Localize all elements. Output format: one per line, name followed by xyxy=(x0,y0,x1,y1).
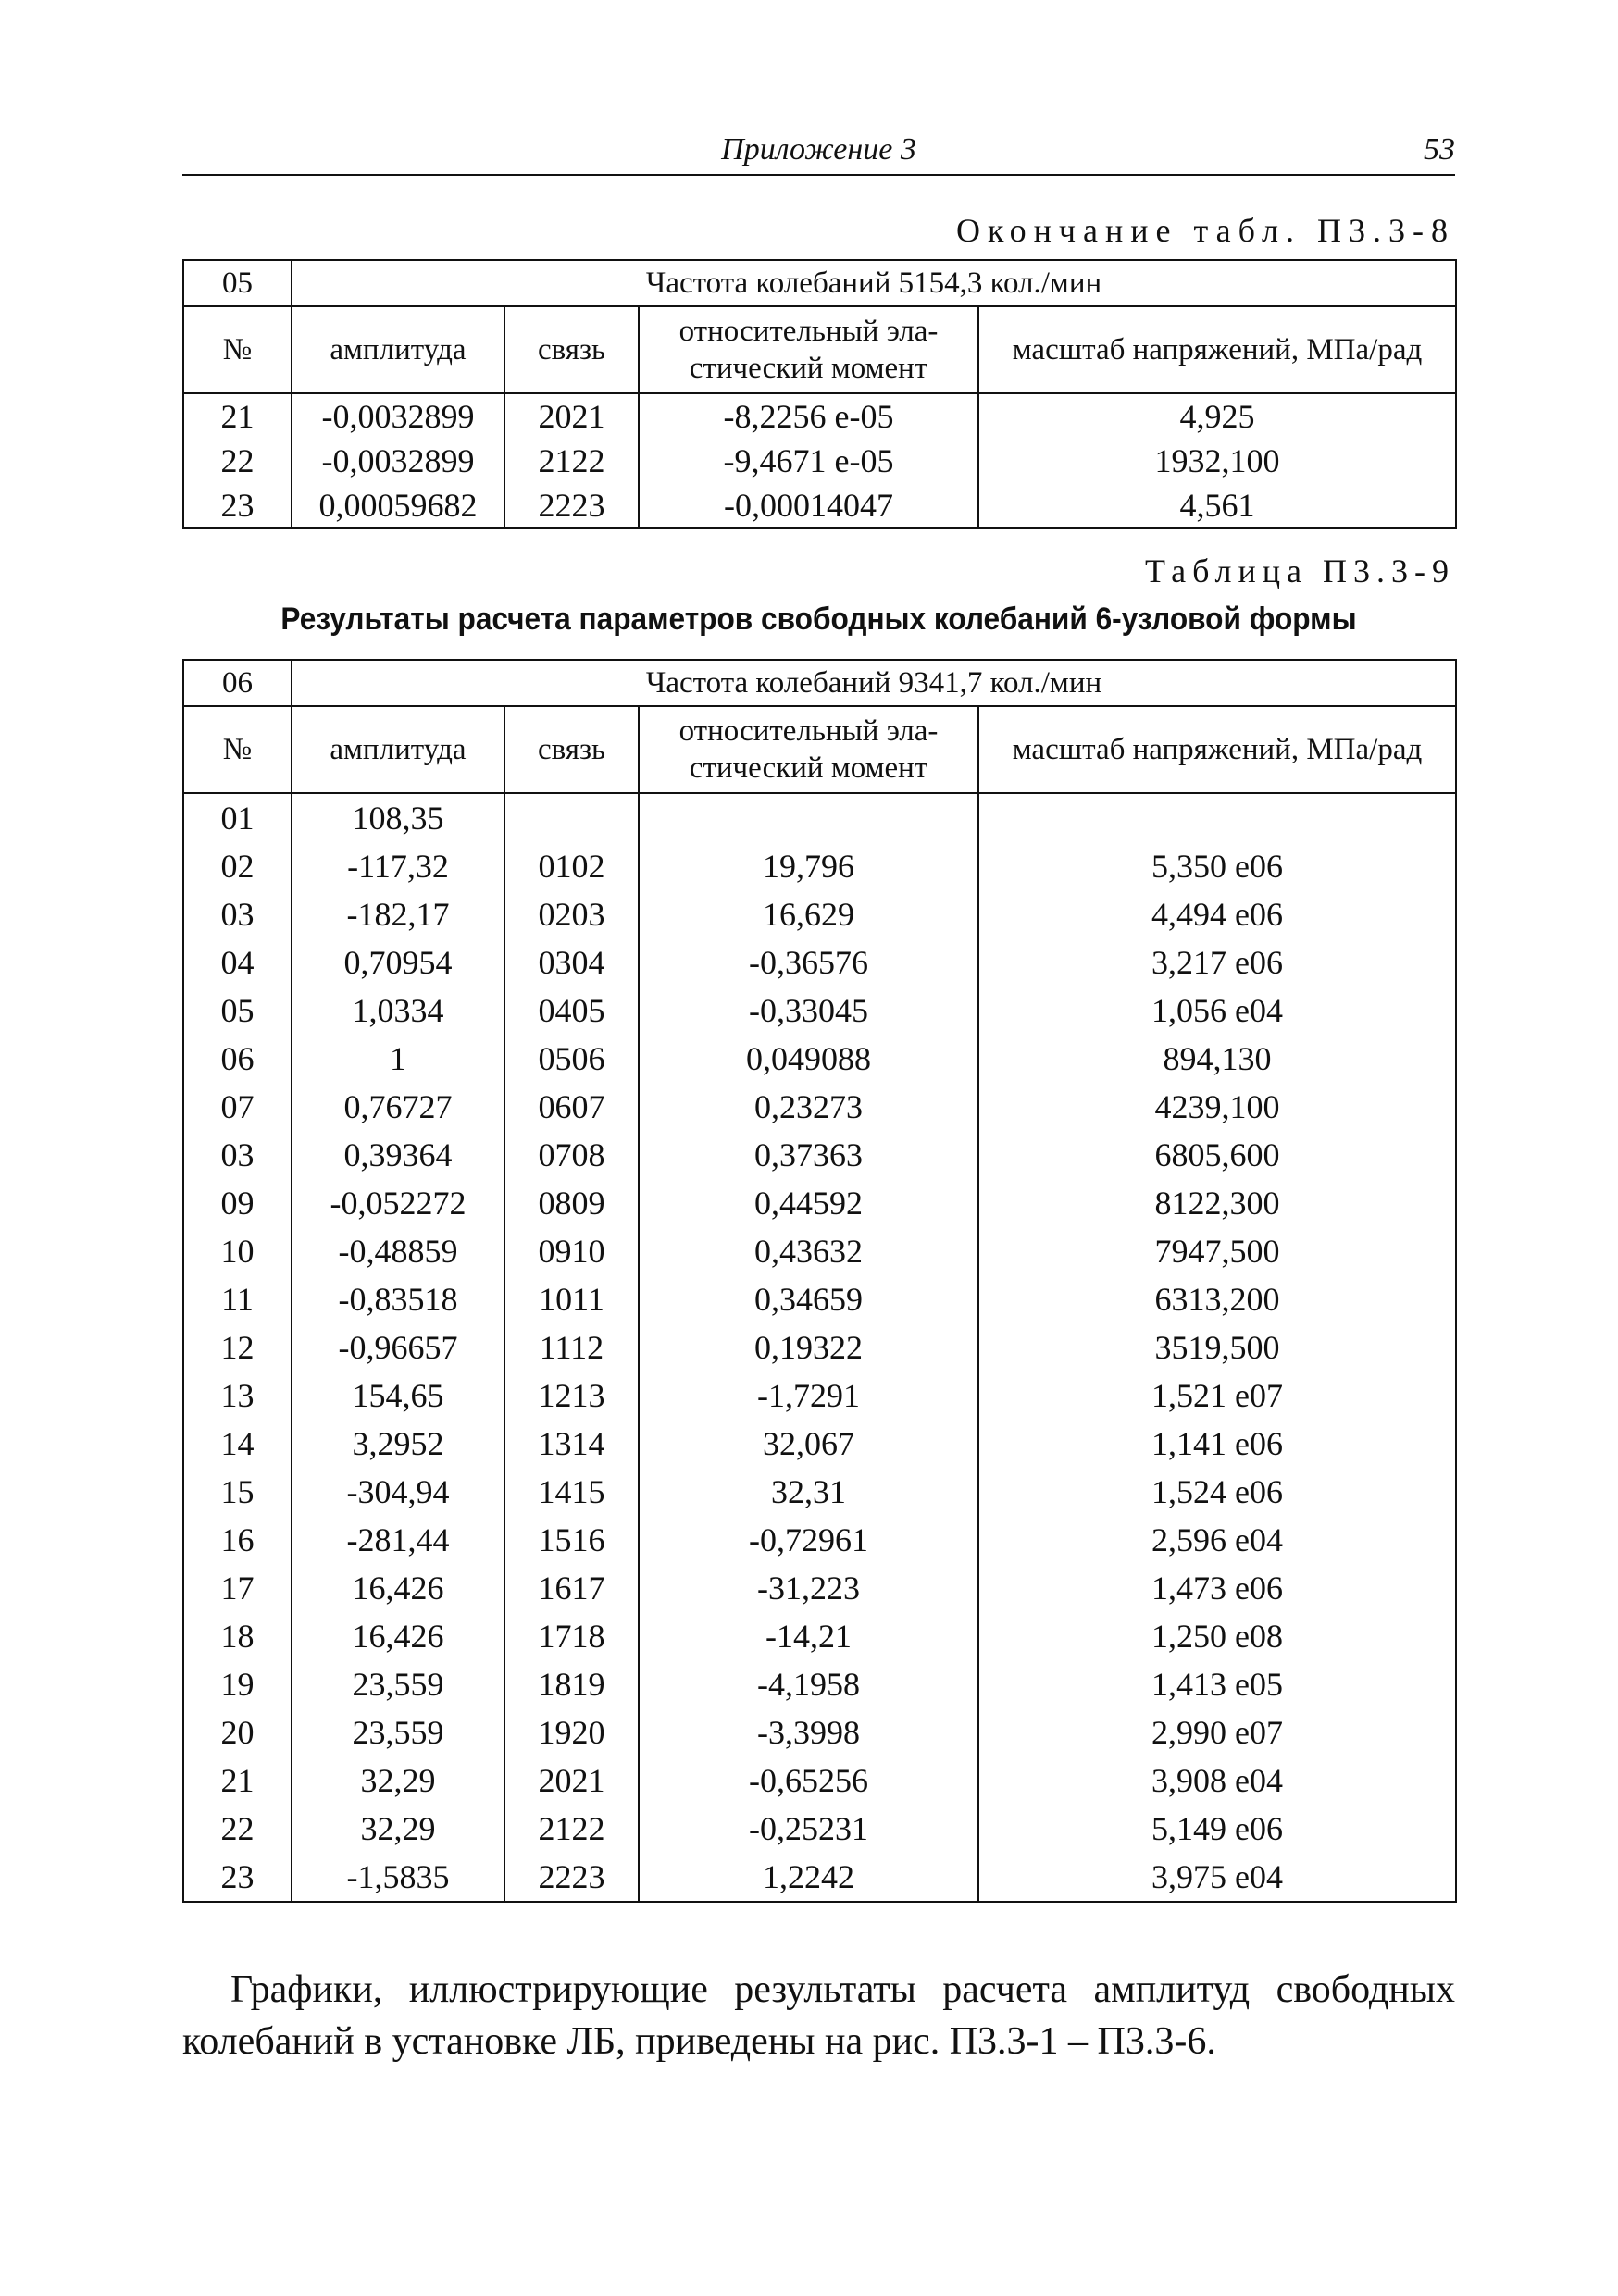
column-header: связь xyxy=(504,306,639,393)
table-cell: 1112 xyxy=(504,1323,639,1371)
table-cell: -0,96657 xyxy=(292,1323,504,1371)
table-cell: 2122 xyxy=(504,1805,639,1853)
running-head xyxy=(182,132,1455,176)
table-cell: 18 xyxy=(183,1612,292,1660)
table-cell: 11 xyxy=(183,1275,292,1323)
table-cell: 1,524 е06 xyxy=(978,1468,1456,1516)
table-row xyxy=(183,439,1456,483)
table-cell: -117,32 xyxy=(292,842,504,890)
table-cell: 06 xyxy=(183,1035,292,1083)
table-cell: 7947,500 xyxy=(978,1227,1456,1275)
table-cell: 16,426 xyxy=(292,1564,504,1612)
table-cell: 03 xyxy=(183,1131,292,1179)
table-row xyxy=(183,987,1456,1035)
table-cell: 2122 xyxy=(504,439,639,483)
table-cell: 1718 xyxy=(504,1612,639,1660)
table-cell: 2,990 е07 xyxy=(978,1708,1456,1756)
closing-paragraph: Графики, иллюстрирующие результаты расчета амплитуд свободных колебаний в установке ЛБ, приведены на рис. П3.3-1 – П3.3-6. xyxy=(182,1968,1455,2063)
table-cell: 32,29 xyxy=(292,1805,504,1853)
table-cell: -0,72961 xyxy=(639,1516,978,1564)
table-cell: 21 xyxy=(183,393,292,439)
table-cell: 2223 xyxy=(504,483,639,528)
table-cell: -0,0032899 xyxy=(292,393,504,439)
table-row xyxy=(183,793,1456,842)
table-cell: 21 xyxy=(183,1756,292,1805)
table-cell: -3,3998 xyxy=(639,1708,978,1756)
table-cell: 6805,600 xyxy=(978,1131,1456,1179)
table-cell: -0,36576 xyxy=(639,938,978,987)
table-cell: 0,00059682 xyxy=(292,483,504,528)
table-cell: 1,056 е04 xyxy=(978,987,1456,1035)
page-number: 53 xyxy=(1424,132,1455,167)
table-p3-3-9 xyxy=(182,659,1457,1903)
table-row xyxy=(183,1275,1456,1323)
table-cell: -304,94 xyxy=(292,1468,504,1516)
table-cell: 3,217 е06 xyxy=(978,938,1456,987)
table-cell: -0,25231 xyxy=(639,1805,978,1853)
column-header: № xyxy=(183,706,292,793)
table-row xyxy=(183,842,1456,890)
table-cell: 0203 xyxy=(504,890,639,938)
form-number-cell: 05 xyxy=(183,260,292,306)
table-row xyxy=(183,1564,1456,1612)
table-row xyxy=(183,938,1456,987)
table-cell: 1819 xyxy=(504,1660,639,1708)
table-cell: 19,796 xyxy=(639,842,978,890)
table-row xyxy=(183,1468,1456,1516)
form-number-cell: 06 xyxy=(183,660,292,706)
table-row xyxy=(183,1083,1456,1131)
table-cell: 1920 xyxy=(504,1708,639,1756)
table-cell: 3,975 е04 xyxy=(978,1853,1456,1902)
table-cell: 0,19322 xyxy=(639,1323,978,1371)
table-cell: 12 xyxy=(183,1323,292,1371)
table-cell: 04 xyxy=(183,938,292,987)
table-cell: 0304 xyxy=(504,938,639,987)
table-row xyxy=(183,890,1456,938)
table-cell: 1,473 е06 xyxy=(978,1564,1456,1612)
table-cell: -281,44 xyxy=(292,1516,504,1564)
column-header: относительный эла-стический момент xyxy=(639,706,978,793)
table-cell: 23 xyxy=(183,483,292,528)
table-cell: 3,2952 xyxy=(292,1420,504,1468)
table-row xyxy=(183,1516,1456,1564)
table-cell: 4239,100 xyxy=(978,1083,1456,1131)
column-header: относительный эла-стический момент xyxy=(639,306,978,393)
table-cell: 0,43632 xyxy=(639,1227,978,1275)
table-row xyxy=(183,1323,1456,1371)
table-cell: -0,00014047 xyxy=(639,483,978,528)
table-row xyxy=(183,1179,1456,1227)
table-cell: 1932,100 xyxy=(978,439,1456,483)
table-cell: 5,350 е06 xyxy=(978,842,1456,890)
table-cell: 4,925 xyxy=(978,393,1456,439)
table-cell: 22 xyxy=(183,1805,292,1853)
table-cell: 0,37363 xyxy=(639,1131,978,1179)
table-cell: -14,21 xyxy=(639,1612,978,1660)
table-cell: 3519,500 xyxy=(978,1323,1456,1371)
table-cell: -0,48859 xyxy=(292,1227,504,1275)
table-cell: 1,2242 xyxy=(639,1853,978,1902)
table-cell: -31,223 xyxy=(639,1564,978,1612)
table-cell: 8122,300 xyxy=(978,1179,1456,1227)
table-cell: 2,596 е04 xyxy=(978,1516,1456,1564)
table-cell: 0405 xyxy=(504,987,639,1035)
table-row xyxy=(183,483,1456,528)
table-cell: 03 xyxy=(183,890,292,938)
table-cell: 1,0334 xyxy=(292,987,504,1035)
table-row xyxy=(183,1227,1456,1275)
table-cell: 0,70954 xyxy=(292,938,504,987)
table-cell: -182,17 xyxy=(292,890,504,938)
table-cell: 1314 xyxy=(504,1420,639,1468)
table-row xyxy=(183,1035,1456,1083)
table-cell: 894,130 xyxy=(978,1035,1456,1083)
table-cell: 2223 xyxy=(504,1853,639,1902)
table-cell: -1,5835 xyxy=(292,1853,504,1902)
table-cell: 17 xyxy=(183,1564,292,1612)
table-cell: 108,35 xyxy=(292,793,504,842)
table-cell: 0,34659 xyxy=(639,1275,978,1323)
table-cell: 1011 xyxy=(504,1275,639,1323)
table-cell: 15 xyxy=(183,1468,292,1516)
table-cell: -0,33045 xyxy=(639,987,978,1035)
table-cell: 32,31 xyxy=(639,1468,978,1516)
table-cell: -4,1958 xyxy=(639,1660,978,1708)
column-header: связь xyxy=(504,706,639,793)
table-cell: 1516 xyxy=(504,1516,639,1564)
table-cell: -8,2256 е-05 xyxy=(639,393,978,439)
table-cell: 22 xyxy=(183,439,292,483)
table-cell: 0,76727 xyxy=(292,1083,504,1131)
table-row xyxy=(183,1708,1456,1756)
table-cell: 4,494 е06 xyxy=(978,890,1456,938)
table-cell: -0,83518 xyxy=(292,1275,504,1323)
table-cell: 01 xyxy=(183,793,292,842)
table-cell: 1617 xyxy=(504,1564,639,1612)
table-cell: 1,141 е06 xyxy=(978,1420,1456,1468)
running-title: Приложение 3 xyxy=(721,132,916,167)
table-cell: 1,521 е07 xyxy=(978,1371,1456,1420)
table-row xyxy=(183,1660,1456,1708)
table-row xyxy=(183,1756,1456,1805)
table-cell: 0708 xyxy=(504,1131,639,1179)
table-cell xyxy=(978,793,1456,842)
table-cell: 20 xyxy=(183,1708,292,1756)
table-cell: -0,65256 xyxy=(639,1756,978,1805)
table-cell: 23 xyxy=(183,1853,292,1902)
table-cell: 3,908 е04 xyxy=(978,1756,1456,1805)
table-cell: 0809 xyxy=(504,1179,639,1227)
table-caption: Результаты расчета параметров свободных колебаний 6-узловой формы xyxy=(280,602,1357,637)
table-cell: 1,413 е05 xyxy=(978,1660,1456,1708)
table-cell: -0,052272 xyxy=(292,1179,504,1227)
table-cell: 23,559 xyxy=(292,1660,504,1708)
table-row xyxy=(183,1805,1456,1853)
frequency-cell: Частота колебаний 5154,3 кол./мин xyxy=(292,260,1456,306)
table-cell: 5,149 е06 xyxy=(978,1805,1456,1853)
column-header: амплитуда xyxy=(292,306,504,393)
table-cell: 0506 xyxy=(504,1035,639,1083)
column-header: амплитуда xyxy=(292,706,504,793)
table-row xyxy=(183,1420,1456,1468)
table-cell: 0,23273 xyxy=(639,1083,978,1131)
column-header: № xyxy=(183,306,292,393)
table-cell: 10 xyxy=(183,1227,292,1275)
table-cell: -9,4671 е-05 xyxy=(639,439,978,483)
table-row xyxy=(183,1853,1456,1902)
table-cell: 1213 xyxy=(504,1371,639,1420)
table-continuation-label: Окончание табл. П3.3-8 xyxy=(955,212,1455,249)
table-cell: 0102 xyxy=(504,842,639,890)
table-row xyxy=(183,1371,1456,1420)
table-cell: 23,559 xyxy=(292,1708,504,1756)
table-cell: 32,067 xyxy=(639,1420,978,1468)
table-cell: 0,049088 xyxy=(639,1035,978,1083)
table-cell: 16,629 xyxy=(639,890,978,938)
table-row xyxy=(183,1612,1456,1660)
table-cell: 16 xyxy=(183,1516,292,1564)
frequency-cell: Частота колебаний 9341,7 кол./мин xyxy=(292,660,1456,706)
table-cell: 19 xyxy=(183,1660,292,1708)
table-cell: 0,39364 xyxy=(292,1131,504,1179)
table-cell: 32,29 xyxy=(292,1756,504,1805)
table-cell: 1 xyxy=(292,1035,504,1083)
table-cell: 2021 xyxy=(504,1756,639,1805)
table-cell: 07 xyxy=(183,1083,292,1131)
table-cell: 0607 xyxy=(504,1083,639,1131)
table-cell: 02 xyxy=(183,842,292,890)
table-cell: 16,426 xyxy=(292,1612,504,1660)
table-p3-3-8-continuation xyxy=(182,259,1457,529)
table-label: Таблица П3.3-9 xyxy=(1145,552,1455,590)
table-cell: 4,561 xyxy=(978,483,1456,528)
table-cell: 154,65 xyxy=(292,1371,504,1420)
table-cell: 1415 xyxy=(504,1468,639,1516)
table-cell: 1,250 е08 xyxy=(978,1612,1456,1660)
table-cell xyxy=(639,793,978,842)
table-row xyxy=(183,1131,1456,1179)
table-cell: 0,44592 xyxy=(639,1179,978,1227)
table-cell: -0,0032899 xyxy=(292,439,504,483)
table-cell: -1,7291 xyxy=(639,1371,978,1420)
table-cell: 6313,200 xyxy=(978,1275,1456,1323)
table-cell: 05 xyxy=(183,987,292,1035)
table-row xyxy=(183,393,1456,439)
table-cell: 0910 xyxy=(504,1227,639,1275)
column-header: масштаб напряжений, МПа/рад xyxy=(978,306,1456,393)
table-cell: 09 xyxy=(183,1179,292,1227)
table-cell xyxy=(504,793,639,842)
column-header: масштаб напряжений, МПа/рад xyxy=(978,706,1456,793)
table-cell: 13 xyxy=(183,1371,292,1420)
table-cell: 14 xyxy=(183,1420,292,1468)
table-cell: 2021 xyxy=(504,393,639,439)
